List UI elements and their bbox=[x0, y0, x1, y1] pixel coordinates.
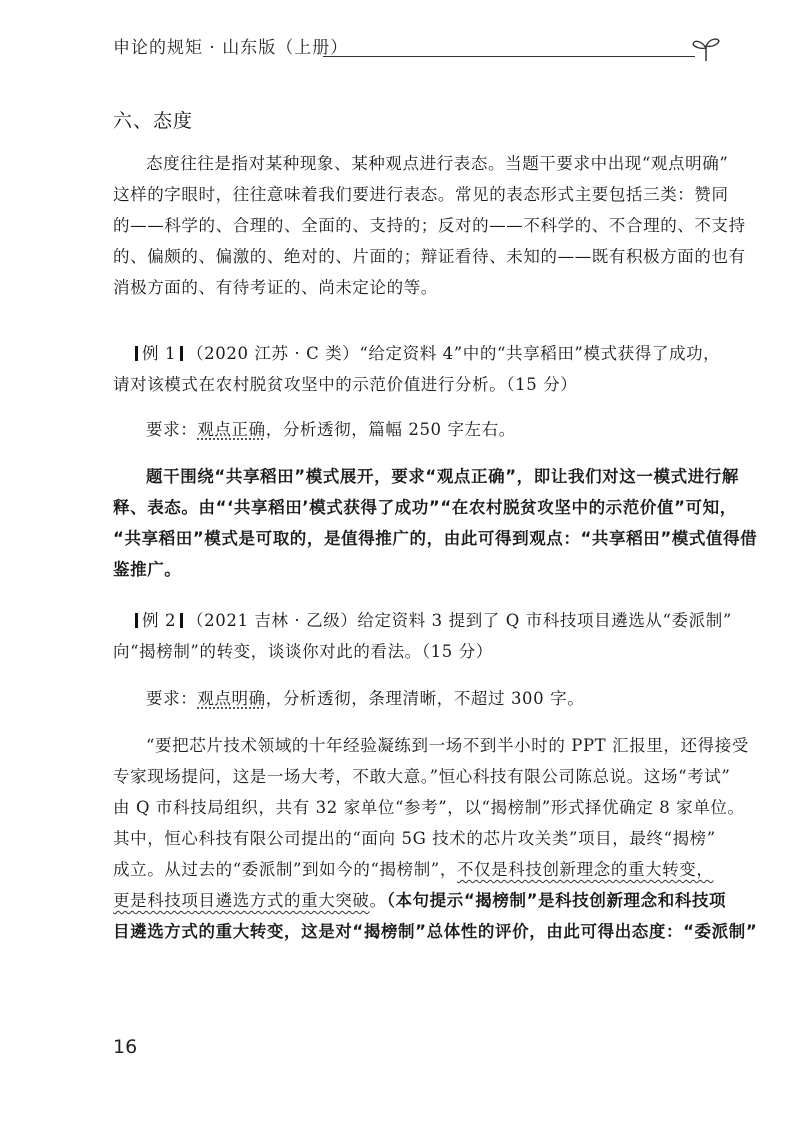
requirement-label: 要求： bbox=[146, 689, 198, 708]
intro-line: 的、偏颇的、偏激的、绝对的、片面的；辩证看待、未知的——既有积极方面的也有 bbox=[113, 247, 746, 266]
example2-question bbox=[113, 605, 732, 667]
intro-line: 态度往往是指对某种现象、某种观点进行表态。当题干要求中出现“观点明确” bbox=[146, 154, 729, 173]
intro-line: 消极方面的、有待考证的、尚未定论的等。 bbox=[113, 278, 438, 297]
analysis-line: 题干围绕“共享稻田”模式展开，要求“观点正确”，即让我们对这一模式进行解 bbox=[146, 467, 739, 486]
analysis-line: “共享稻田”模式是可取的，是值得推广的，由此可得到观点：“共享稻田”模式值得借 bbox=[113, 529, 758, 548]
header-divider bbox=[323, 56, 695, 57]
example1-analysis bbox=[113, 461, 758, 585]
requirement-label: 要求： bbox=[146, 420, 198, 439]
material-text: 成立。从过去的“委派制”到如今的“揭榜制”， bbox=[113, 860, 457, 879]
example1-requirement bbox=[113, 414, 709, 445]
page-number: 16 bbox=[113, 1036, 138, 1058]
example2-requirement bbox=[113, 683, 709, 714]
analysis-line: 释、表态。由“‘共享稻田’模式获得了成功”“在农村脱贫攻坚中的示范价值”可知， bbox=[113, 498, 737, 517]
book-title: 申论的规矩 · 山东版（上册） bbox=[113, 38, 349, 58]
example2-question-text: （2021 吉林 · 乙级）给定资料 3 提到了 Q 市科技项目遴选从“委派制” bbox=[187, 611, 732, 630]
intro-paragraph bbox=[113, 148, 746, 303]
example1-question bbox=[113, 338, 721, 400]
page-header bbox=[113, 36, 713, 66]
material-line: 专家现场提问，这是一场大考，不敢大意。”恒心科技有限公司陈总说。这场“考试” bbox=[113, 767, 731, 786]
requirement-key: 观点正确 bbox=[197, 420, 266, 439]
analysis-line: 鉴推广。 bbox=[113, 560, 182, 579]
requirement-key: 观点明确 bbox=[197, 689, 266, 708]
example1-question-line: 请对该模式在农村脱贫攻坚中的示范价值进行分析。（15 分） bbox=[113, 375, 578, 394]
intro-line: 这样的字眼时，往往意味着我们要进行表态。常见的表态形式主要包括三类：赞同 bbox=[113, 185, 729, 204]
example-marker bbox=[180, 346, 183, 361]
requirement-rest: ，分析透彻，篇幅 250 字左右。 bbox=[265, 420, 516, 439]
material-paragraph bbox=[113, 730, 758, 947]
annotation-note: （本句提示“揭榜制”是科技创新理念和科技项 bbox=[386, 891, 727, 910]
key-sentence: 不仅是科技创新理念的重大转变， bbox=[456, 860, 714, 879]
material-text: 。 bbox=[369, 891, 387, 910]
annotation-note: 目遴选方式的重大转变，这是对“揭榜制”总体性的评价，由此可得出态度：“委派制” bbox=[113, 922, 758, 941]
material-line: “要把芯片技术领域的十年经验凝练到一场不到半小时的 PPT 汇报里，还得接受 bbox=[146, 736, 749, 755]
sprout-icon bbox=[691, 36, 721, 62]
example2-question-line: 向“揭榜制”的转变，谈谈你对此的看法。（15 分） bbox=[113, 642, 493, 661]
requirement-rest: ，分析透彻，条理清晰，不超过 300 字。 bbox=[265, 689, 585, 708]
material-line: 由 Q 市科技局组织，共有 32 家单位“参考”，以“揭榜制”形式择优确定 8 家单位。 bbox=[113, 798, 745, 817]
example-marker bbox=[135, 613, 138, 628]
example2-label: 例 2 bbox=[142, 611, 177, 630]
example-marker bbox=[135, 346, 138, 361]
material-line: 其中，恒心科技有限公司提出的“面向 5G 技术的芯片攻关类”项目，最终“揭榜” bbox=[113, 829, 716, 848]
section-heading: 六、态度 bbox=[113, 110, 194, 132]
key-sentence: 更是科技项目遴选方式的重大突破 bbox=[113, 891, 370, 910]
example-marker bbox=[180, 613, 183, 628]
example1-question-text: （2020 江苏 · C 类）“给定资料 4”中的“共享稻田”模式获得了成功， bbox=[187, 344, 721, 363]
intro-line: 的——科学的、合理的、全面的、支持的；反对的——不科学的、不合理的、不支持 bbox=[113, 216, 746, 235]
example1-label: 例 1 bbox=[142, 344, 177, 363]
